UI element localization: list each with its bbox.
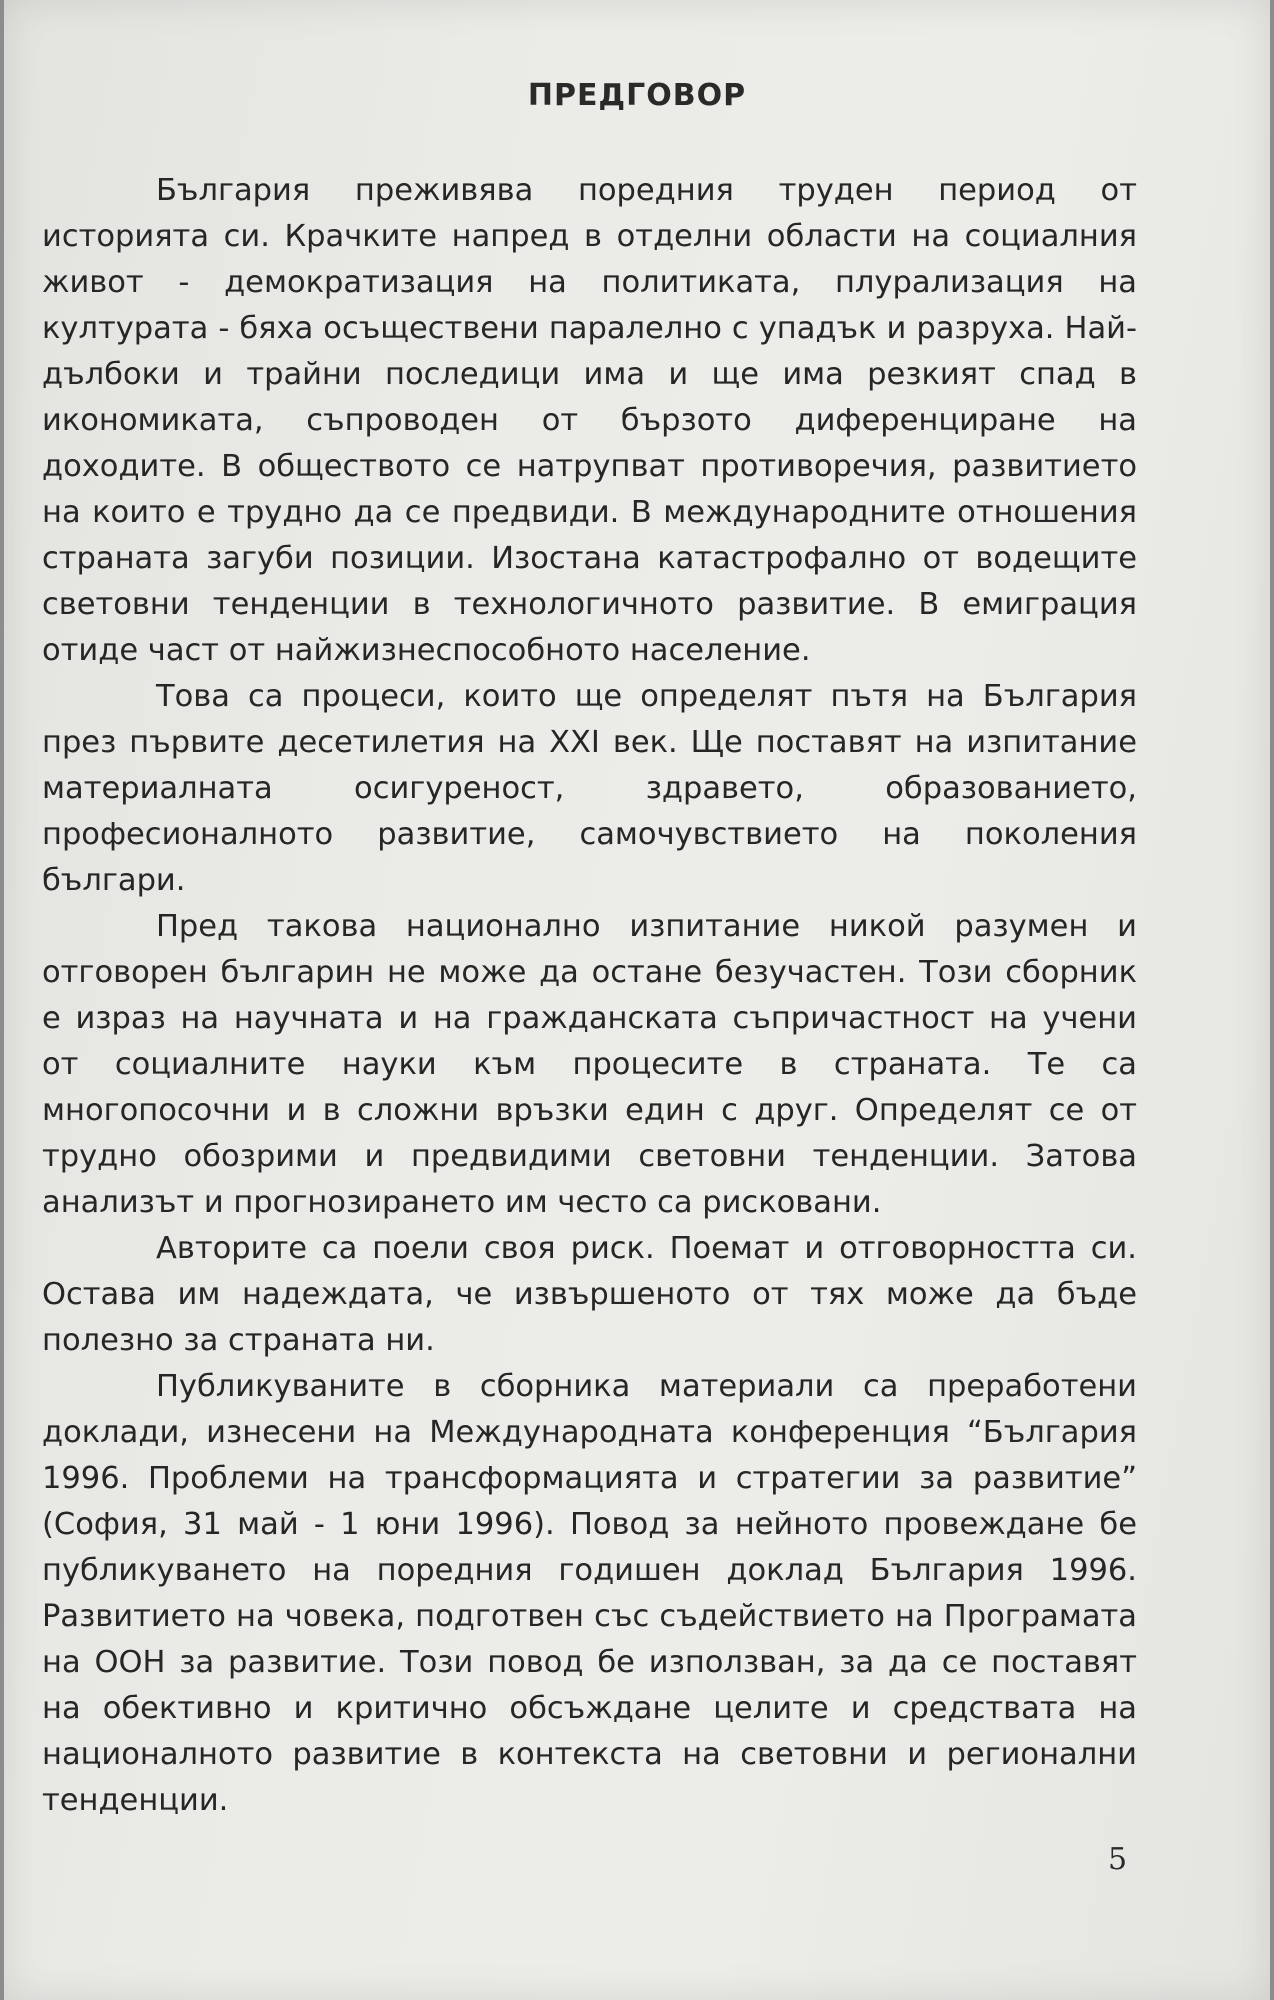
paragraph-4: Авторите са поели своя риск. Поемат и отговорността си. Остава им надеждата, че извършеното от тях може да бъде полезно за страната ни. (42, 1231, 1137, 1358)
book-page (4, 0, 1270, 2000)
page-number: 5 (1108, 1842, 1128, 1877)
paragraph-2: Това са процеси, които ще определят пътя на България през първите десетилетия на XXI век. Ще поставят на изпитание материалната осигуреност, здравето, образованието, професионалното развитие, самочувствието на поколения българи. (42, 679, 1137, 898)
preface-body (42, 168, 1137, 1824)
page-title: ПРЕДГОВОР (527, 78, 747, 113)
paragraph-3: Пред такова национално изпитание никой разумен и отговорен българин не може да остане безучастен. Този сборник е израз на научната и на гражданската съпричастност на учени от социалните науки към процесите в страната. Те са многопосочни и в сложни връзки един с друг. Определят се от трудно обозрими и предвидими световни тенденции. Затова анализът и прогнозирането им често са рисковани. (42, 909, 1137, 1220)
paragraph-5: Публикуваните в сборника материали са преработени доклади, изнесени на Международната конференция “България 1996. Проблеми на трансформацията и стратегии за развитие” (София, 31 май - 1 юни 1996). Повод за нейното провеждане бе публикуването на поредния годишен доклад България 1996. Развитието на човека, подготвен със съдействието на Програмата на ООН за развитие. Този повод бе използван, за да се поставят на обективно и критично обсъждане целите и средствата на националното развитие в контекста на световни и регионални тенденции. (42, 1369, 1137, 1818)
paragraph-1: България преживява поредния труден период от историята си. Крачките напред в отделни области на социалния живот - демократизация на политиката, плурализация на културата - бяха осъществени паралелно с упадък и разруха. Най-дълбоки и трайни последици има и ще има резкият спад в икономиката, съпроводен от бързото диференциране на доходите. В обществото се натрупват противоречия, развитието на които е трудно да се предвиди. В международните отношения страната загуби позиции. Изостана катастрофално от водещите световни тенденции в технологичното развитие. В емиграция отиде част от найжизнеспособното население. (42, 173, 1137, 668)
